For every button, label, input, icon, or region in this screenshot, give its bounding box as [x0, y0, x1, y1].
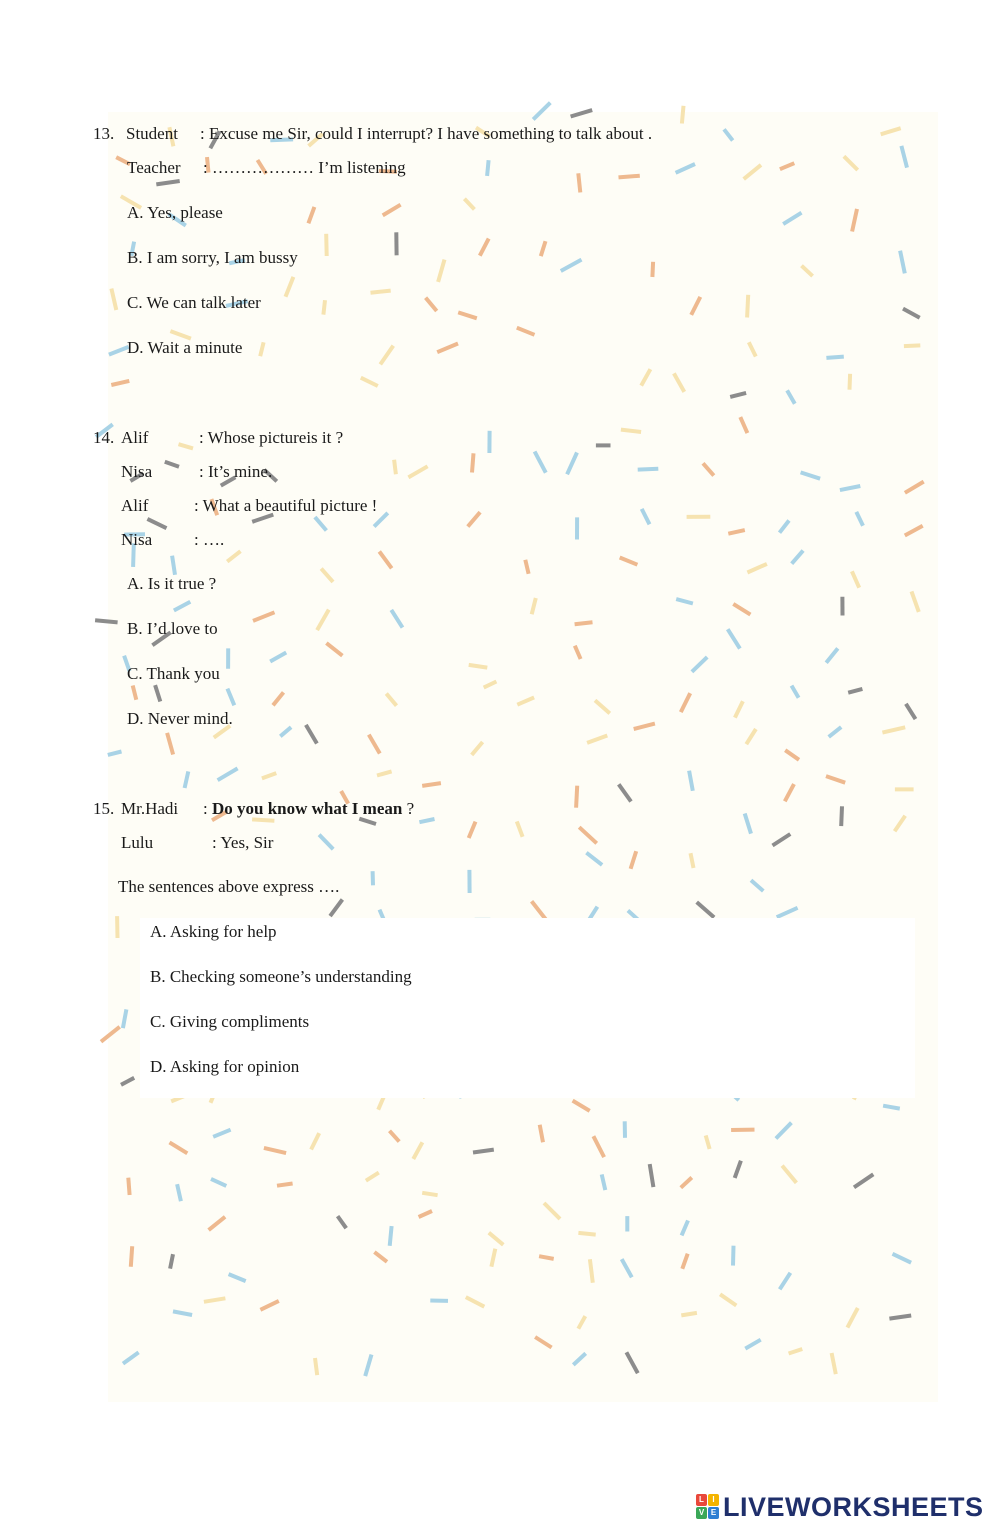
question-number: 15. [93, 799, 115, 818]
sprinkle [621, 430, 641, 432]
sprinkle [638, 469, 659, 470]
sprinkle [576, 786, 577, 808]
sprinkle [323, 300, 325, 314]
sprinkle [539, 1256, 554, 1259]
sprinkle [487, 160, 489, 176]
sprinkle [826, 357, 843, 358]
speaker-lulu: Lulu [121, 833, 154, 852]
colon: : [203, 799, 208, 818]
speaker-mr-hadi: Mr.Hadi [121, 799, 179, 818]
option-c[interactable]: C. Giving compliments [150, 1012, 310, 1031]
sprinkle [170, 1254, 173, 1268]
sprinkle [575, 622, 593, 624]
sprinkle [390, 1226, 392, 1246]
dialogue-line: : ……………… I’m listening [203, 158, 406, 177]
sprinkle [578, 173, 580, 192]
option-c[interactable]: C. We can talk later [127, 293, 261, 312]
option-c[interactable]: C. Thank you [127, 664, 220, 683]
sprinkle [841, 806, 842, 826]
logo-mark-icon [696, 1494, 720, 1520]
dialogue-line: : It’s mine. [199, 462, 273, 481]
dialogue-line: : Excuse me Sir, could I interrupt? I have something to talk about . [200, 124, 653, 143]
option-d[interactable]: D. Asking for opinion [150, 1057, 300, 1076]
sprinkle [733, 1246, 734, 1266]
sprinkle [681, 1313, 697, 1316]
option-d[interactable]: D. Never mind. [127, 709, 233, 728]
sprinkle [371, 291, 391, 293]
option-b[interactable]: B. I am sorry, I am bussy [127, 248, 298, 267]
bold-expression: Do you know what I mean [211, 799, 403, 818]
sprinkle [472, 453, 474, 472]
question-number: 13. [93, 124, 115, 143]
sprinkle [682, 106, 684, 124]
speaker-alif: Alif [121, 428, 149, 447]
speaker-alif: Alif [121, 496, 149, 515]
sprinkle [850, 374, 851, 390]
sprinkle [578, 1233, 595, 1235]
sprinkle [95, 620, 118, 622]
sprinkle [422, 1193, 437, 1195]
dialogue-line: : What a beautiful picture ! [194, 496, 378, 515]
option-a[interactable]: A. Asking for help [150, 922, 277, 941]
logo-letter: E [708, 1507, 719, 1519]
sprinkle [652, 262, 653, 277]
logo-letter: V [696, 1507, 707, 1519]
sprinkle [315, 1358, 317, 1375]
speaker-student: Student [126, 124, 178, 143]
option-b[interactable]: B. I’d love to [127, 619, 218, 638]
sprinkle [469, 665, 488, 668]
dialogue-line: : Yes, Sir [212, 833, 274, 852]
speaker-nisa: Nisa [121, 530, 153, 549]
dialogue-line: : …. [194, 530, 225, 549]
sprinkle [394, 460, 396, 475]
speaker-teacher: Teacher [127, 158, 181, 177]
sprinkle [422, 783, 441, 786]
speaker-nisa: Nisa [121, 462, 153, 481]
sprinkle [747, 295, 748, 318]
sprinkle [252, 819, 274, 820]
option-a[interactable]: A. Yes, please [127, 203, 223, 222]
sprinkle [619, 176, 640, 178]
option-b[interactable]: B. Checking someone’s understanding [150, 967, 412, 986]
sprinkle [326, 234, 327, 256]
sprinkle [131, 1246, 132, 1266]
sprinkle [904, 345, 920, 346]
logo-text: LIVEWORKSHEETS [723, 1491, 984, 1522]
dialogue-line: : Whose pictureis it ? [199, 428, 344, 447]
liveworksheets-logo[interactable] [696, 1490, 984, 1524]
logo-letter: L [696, 1494, 707, 1506]
option-a[interactable]: A. Is it true ? [127, 574, 217, 593]
sprinkle [128, 1178, 129, 1195]
option-d[interactable]: D. Wait a minute [127, 338, 243, 357]
sprinkle [277, 1184, 293, 1186]
question-mark: ? [406, 799, 415, 818]
question-number: 14. [93, 428, 115, 447]
logo-letter: I [708, 1494, 719, 1506]
question-prompt: The sentences above express …. [118, 877, 340, 896]
dialogue-line [203, 799, 414, 819]
